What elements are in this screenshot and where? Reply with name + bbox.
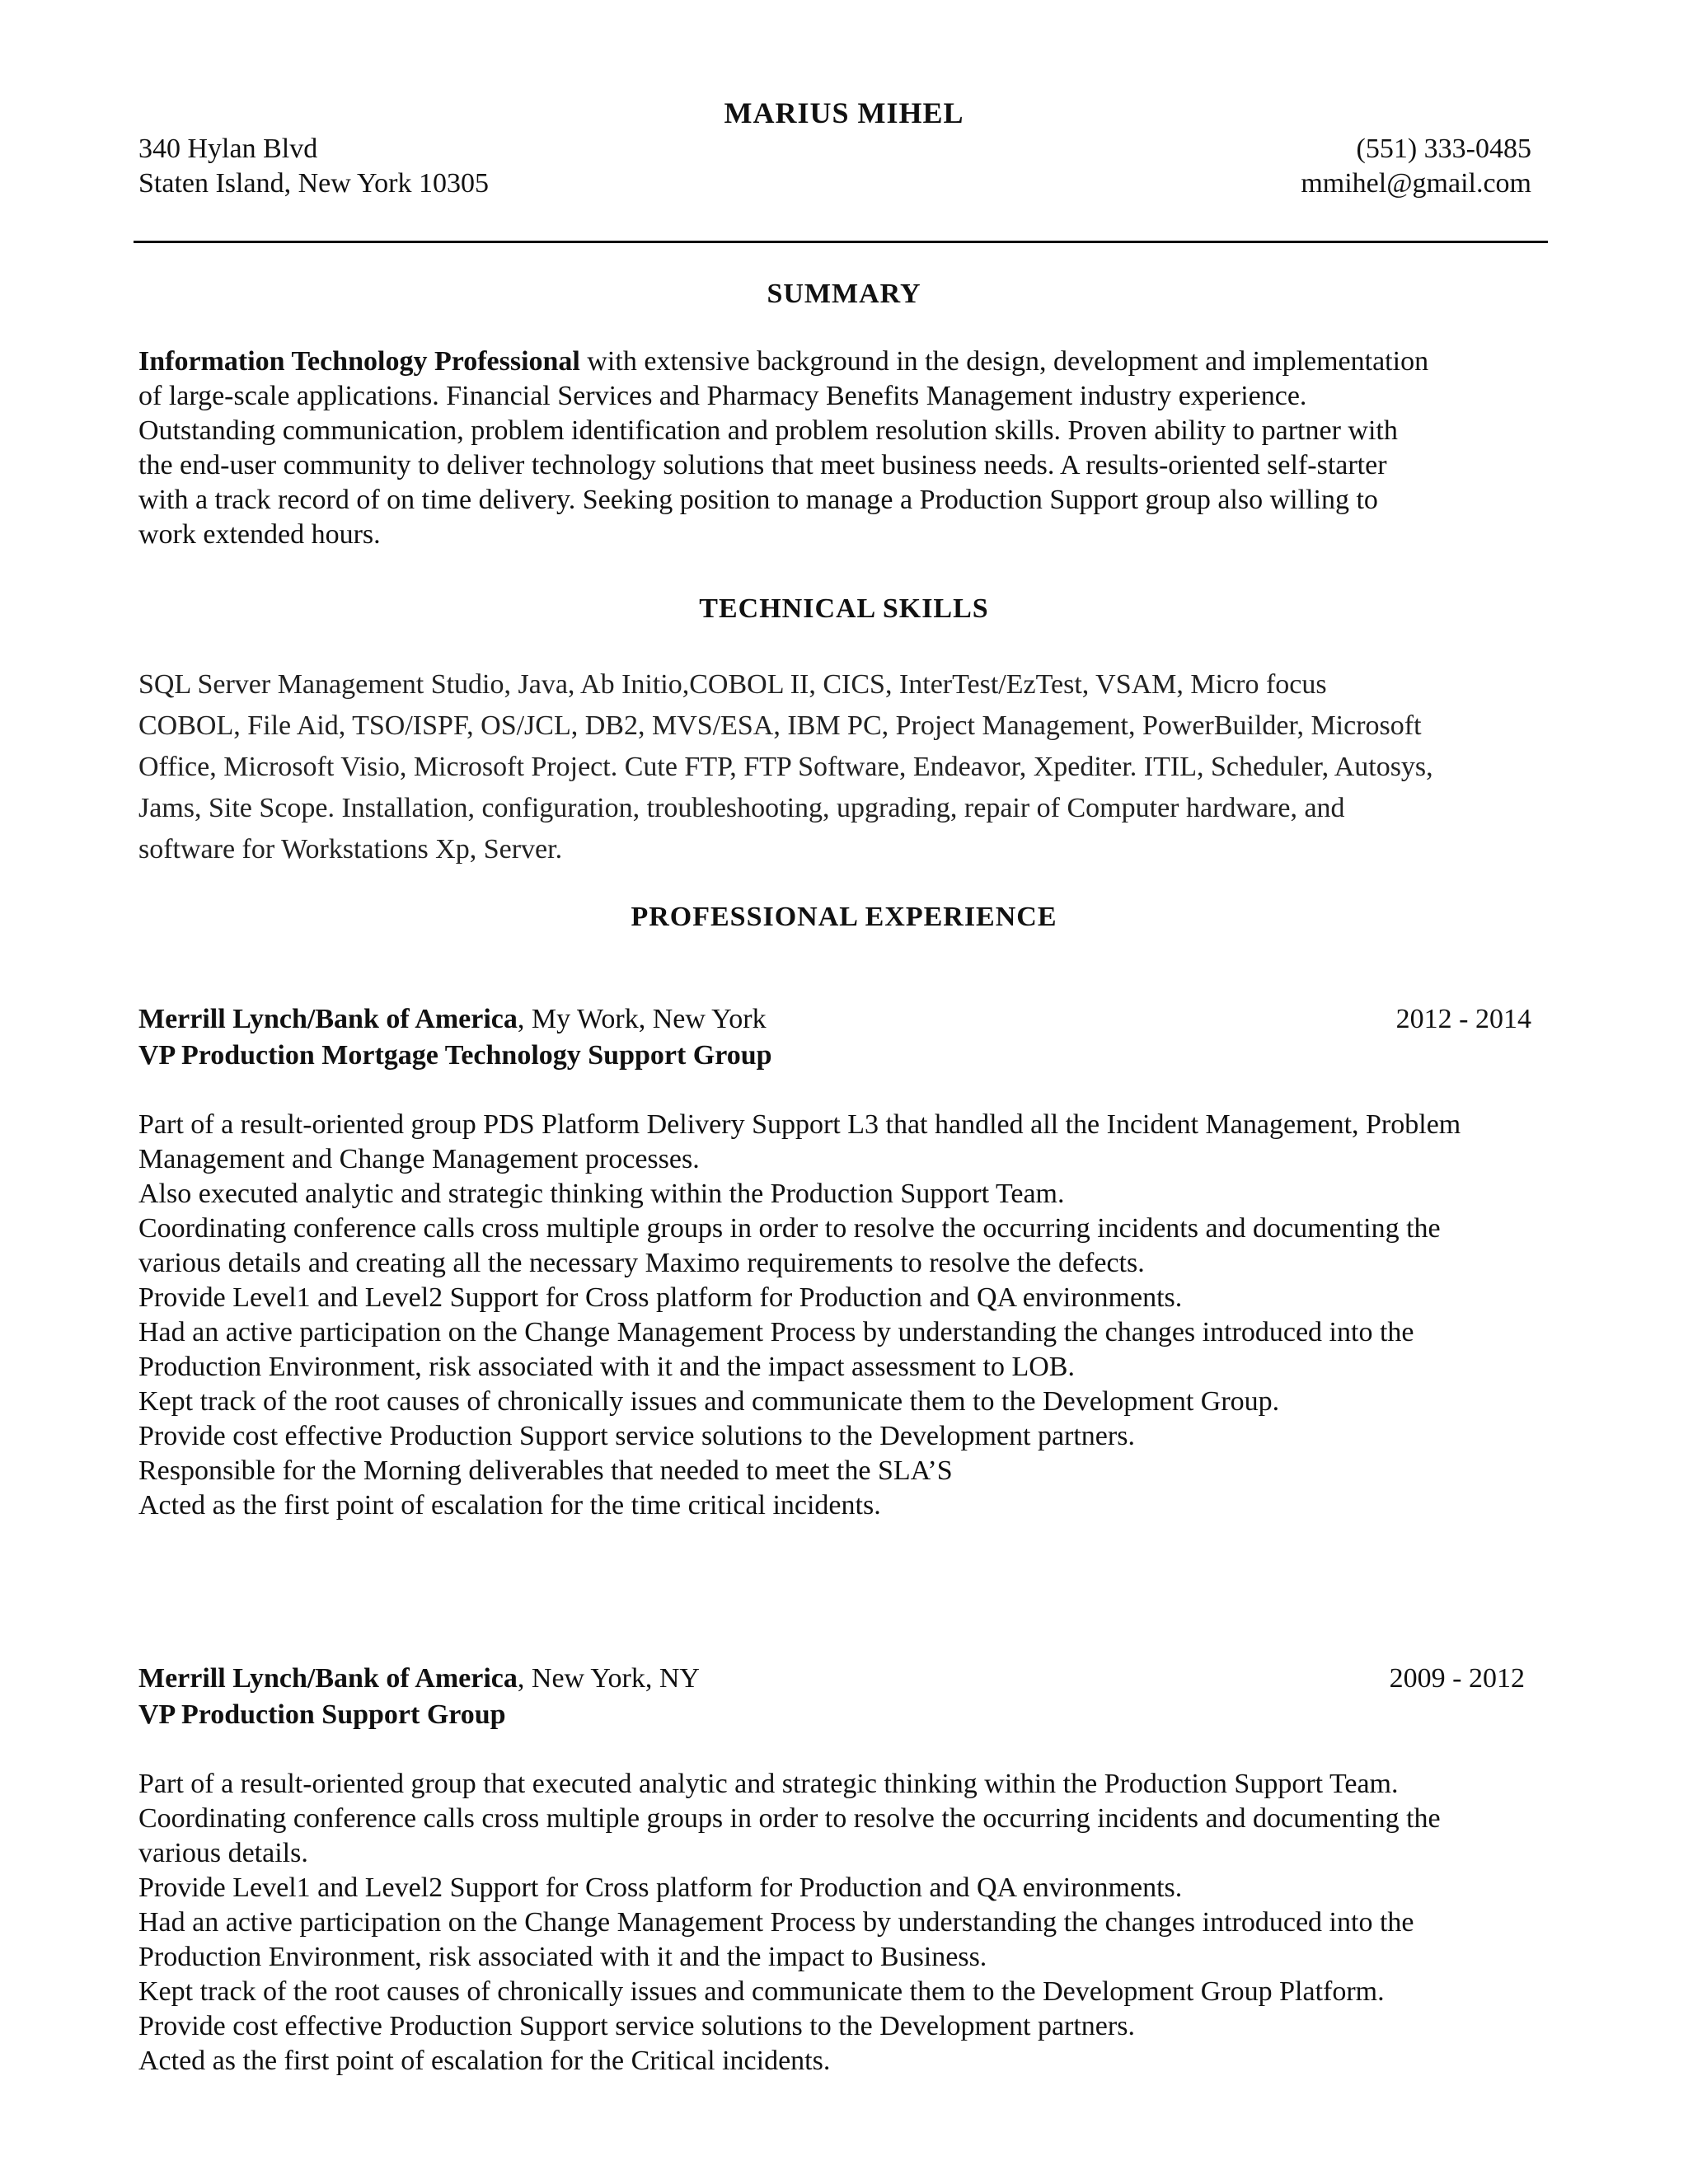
job-dates: 2012 - 2014	[1395, 1004, 1531, 1034]
experience-heading: PROFESSIONAL EXPERIENCE	[631, 902, 1057, 932]
address-line-1: 340 Hylan Blvd	[138, 134, 318, 164]
skills-line: COBOL, File Aid, TSO/ISPF, OS/JCL, DB2, MVS/ESA, IBM PC, Project Management, PowerBuilder, Microsoft	[138, 710, 1422, 741]
responsibility-line: Kept track of the root causes of chronically issues and communicate them to the Development Group.	[138, 1386, 1280, 1417]
address-line-2: Staten Island, New York 10305	[138, 168, 489, 199]
summary-line: the end-user community to deliver technology solutions that meet business needs. A results-oriented self-starter	[138, 450, 1387, 480]
skills-line: SQL Server Management Studio, Java, Ab Initio,COBOL II, CICS, InterTest/EzTest, VSAM, Micro focus	[138, 669, 1327, 700]
job-header	[138, 1002, 1531, 1073]
phone-number: (551) 333-0485	[1356, 134, 1531, 164]
responsibility-line: Production Environment, risk associated with it and the impact to Business.	[138, 1942, 987, 1972]
responsibility-line: Provide Level1 and Level2 Support for Cross platform for Production and QA environments.	[138, 1872, 1183, 1903]
summary-line: with a track record of on time delivery. Seeking position to manage a Production Support group also willing to	[138, 485, 1378, 515]
email-address: mmihel@gmail.com	[1301, 168, 1531, 199]
summary-paragraph	[138, 344, 1550, 552]
responsibility-line: various details and creating all the necessary Maximo requirements to resolve the defects.	[138, 1248, 1145, 1278]
header-divider	[134, 241, 1548, 243]
skills-paragraph	[138, 664, 1550, 870]
responsibility-line: Kept track of the root causes of chronically issues and communicate them to the Development Group Platform.	[138, 1976, 1385, 2007]
job-location: , New York, NY	[517, 1663, 700, 1694]
responsibility-line: Had an active participation on the Change Management Process by understanding the changes introduced into the	[138, 1317, 1414, 1347]
summary-heading: SUMMARY	[767, 279, 921, 309]
summary-line: of large-scale applications. Financial Services and Pharmacy Benefits Management industry experience.	[138, 381, 1307, 411]
responsibility-line: Part of a result-oriented group that executed analytic and strategic thinking within the Production Support Team.	[138, 1769, 1399, 1799]
skills-line: Office, Microsoft Visio, Microsoft Project. Cute FTP, FTP Software, Endeavor, Xpediter. ITIL, Scheduler, Autosys,	[138, 752, 1433, 782]
contact-block	[1301, 132, 1531, 201]
summary-lead: Information Technology Professional	[138, 346, 580, 377]
responsibility-line: Production Environment, risk associated with it and the impact assessment to LOB.	[138, 1352, 1075, 1382]
responsibility-line: various details.	[138, 1838, 308, 1868]
responsibility-line: Had an active participation on the Change Management Process by understanding the changes introduced into the	[138, 1907, 1414, 1938]
job-responsibilities	[138, 1108, 1550, 1523]
skills-heading: TECHNICAL SKILLS	[699, 593, 989, 624]
responsibility-line: Acted as the first point of escalation for the time critical incidents.	[138, 1490, 881, 1521]
job-responsibilities	[138, 1767, 1550, 2079]
skills-line: Jams, Site Scope. Installation, configuration, troubleshooting, upgrading, repair of Computer hardware, and	[138, 793, 1345, 823]
job-location: , My Work, New York	[517, 1004, 767, 1034]
job-org-row	[138, 1661, 1531, 1698]
job-title: VP Production Support Group	[138, 1699, 506, 1730]
summary-line: Information Technology Professional with extensive background in the design, development and implementation	[138, 346, 1429, 377]
responsibility-line: Provide cost effective Production Support service solutions to the Development partners.	[138, 2011, 1135, 2041]
job-employer: Merrill Lynch/Bank of America	[138, 1004, 518, 1034]
responsibility-line: Provide cost effective Production Support service solutions to the Development partners.	[138, 1421, 1135, 1451]
responsibility-line: Management and Change Management processes.	[138, 1144, 700, 1174]
skills-line: software for Workstations Xp, Server.	[138, 834, 563, 865]
job-header	[138, 1661, 1531, 1732]
job-dates: 2009 - 2012	[1389, 1663, 1525, 1694]
job-employer: Merrill Lynch/Bank of America	[138, 1663, 518, 1694]
responsibility-line: Provide Level1 and Level2 Support for Cross platform for Production and QA environments.	[138, 1282, 1183, 1313]
responsibility-line: Acted as the first point of escalation for the Critical incidents.	[138, 2046, 831, 2076]
responsibility-line: Also executed analytic and strategic thinking within the Production Support Team.	[138, 1179, 1065, 1209]
candidate-name: MARIUS MIHEL	[724, 96, 964, 129]
responsibility-line: Part of a result-oriented group PDS Platform Delivery Support L3 that handled all the Incident Management, Problem	[138, 1109, 1461, 1140]
address-block	[138, 132, 489, 201]
job-title: VP Production Mortgage Technology Support Group	[138, 1040, 772, 1071]
job-org-row	[138, 1002, 1531, 1038]
responsibility-line: Coordinating conference calls cross multiple groups in order to resolve the occurring incidents and documenting the	[138, 1213, 1441, 1244]
responsibility-line: Coordinating conference calls cross multiple groups in order to resolve the occurring incidents and documenting the	[138, 1803, 1441, 1834]
summary-line: work extended hours.	[138, 519, 381, 550]
responsibility-line: Responsible for the Morning deliverables that needed to meet the SLA’S	[138, 1455, 953, 1486]
summary-line: Outstanding communication, problem identification and problem resolution skills. Proven ability to partner with	[138, 415, 1398, 446]
